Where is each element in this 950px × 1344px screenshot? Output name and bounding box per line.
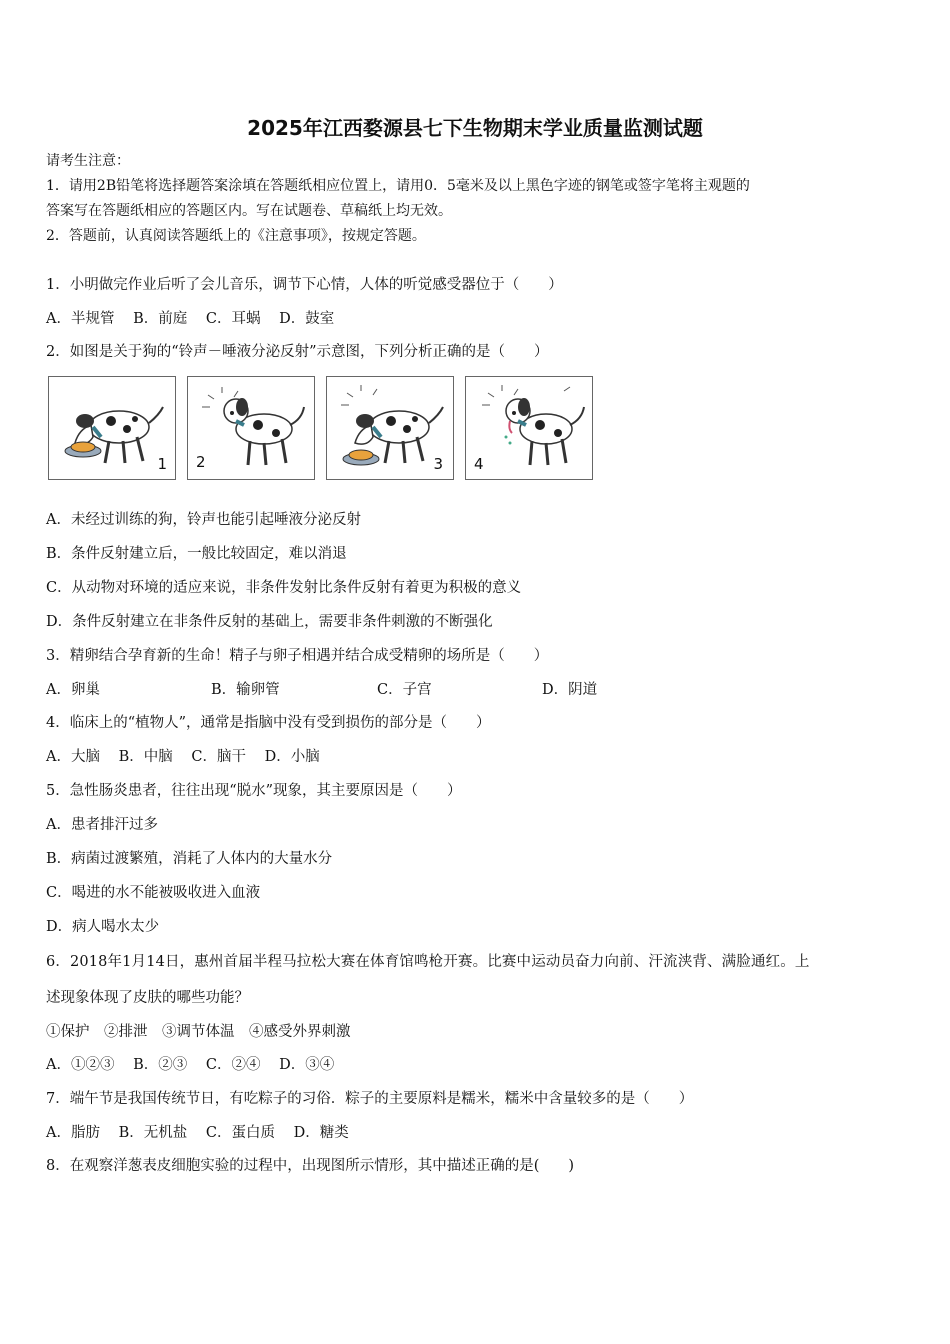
question-3-options xyxy=(46,680,597,700)
option-a: A．脂肪 xyxy=(46,1125,100,1141)
notice-heading: 请考生注意： xyxy=(46,153,130,169)
notice-item-1-cont: 答案写在答题纸相应的答题区内。写在试题卷、草稿纸上均无效。 xyxy=(46,203,452,219)
option-c: C．脑干 xyxy=(191,749,246,765)
question-5-option-c: C．喝进的水不能被吸收进入血液 xyxy=(46,885,261,901)
option-b: B．②③ xyxy=(133,1057,188,1073)
figure-panel-3 xyxy=(326,376,454,480)
question-3-stem: 3．精卵结合孕育新的生命！精子与卵子相遇并结合成受精卵的场所是（ ） xyxy=(46,648,549,664)
question-2-option-d: D．条件反射建立在非条件反射的基础上，需要非条件刺激的不断强化 xyxy=(46,614,493,630)
figure-panel-label: 3 xyxy=(433,455,443,473)
figure-panel-4 xyxy=(465,376,593,480)
question-6-stem-cont: 述现象体现了皮肤的哪些功能？ xyxy=(46,990,249,1006)
dog-bell-illustration xyxy=(188,377,314,479)
option-b: B．前庭 xyxy=(133,311,188,327)
dog-eating-illustration xyxy=(49,377,175,479)
question-2-option-a: A．未经过训练的狗，铃声也能引起唾液分泌反射 xyxy=(46,512,361,528)
question-2-option-b: B．条件反射建立后，一般比较固定，难以消退 xyxy=(46,546,347,562)
question-7-options xyxy=(46,1123,349,1143)
dog-salivating-illustration xyxy=(466,377,592,479)
option-a: A．半规管 xyxy=(46,311,115,327)
question-5-option-d: D．病人喝水太少 xyxy=(46,919,160,935)
option-c: C．耳蜗 xyxy=(205,311,261,327)
question-2-option-c: C．从动物对环境的适应来说，非条件发射比条件反射有着更为积极的意义 xyxy=(46,580,522,596)
option-c: C．蛋白质 xyxy=(205,1125,275,1141)
option-b: B．中脑 xyxy=(118,749,173,765)
option-d: D．鼓室 xyxy=(279,311,335,327)
option-b: B．输卵管 xyxy=(211,682,280,698)
question-1-options xyxy=(46,309,334,329)
figure-panel-1 xyxy=(48,376,176,480)
figure-panel-label: 2 xyxy=(196,453,206,471)
question-5-stem: 5．急性肠炎患者，往往出现“脱水”现象，其主要原因是（ ） xyxy=(46,783,462,799)
option-a: A．①②③ xyxy=(46,1057,115,1073)
figure-panel-2 xyxy=(187,376,315,480)
dog-reflex-figure xyxy=(46,376,606,484)
question-6-options xyxy=(46,1055,334,1075)
notice-item-1: 1．请用2B铅笔将选择题答案涂填在答题纸相应位置上，请用0．5毫米及以上黑色字迹的钢笔或签字笔将主观题的 xyxy=(46,178,750,194)
option-d: D．小脑 xyxy=(264,749,320,765)
option-d: D．阴道 xyxy=(542,682,598,698)
option-d: D．③④ xyxy=(279,1057,335,1073)
option-a: A．卵巢 xyxy=(46,682,100,698)
question-7-stem: 7．端午节是我国传统节日，有吃粽子的习俗．粽子的主要原料是糯米，糯米中含量较多的是（ ） xyxy=(46,1091,694,1107)
option-c: C．子宫 xyxy=(377,682,432,698)
question-1-stem: 1．小明做完作业后听了会儿音乐，调节下心情，人体的听觉感受器位于（ ） xyxy=(46,277,563,293)
question-6-statements: ①保护 ②排泄 ③调节体温 ④感受外界刺激 xyxy=(46,1024,351,1040)
option-b: B．无机盐 xyxy=(118,1125,188,1141)
option-a: A．大脑 xyxy=(46,749,100,765)
option-d: D．糖类 xyxy=(293,1125,349,1141)
notice-item-2: 2．答题前，认真阅读答题纸上的《注意事项》，按规定答题。 xyxy=(46,228,426,244)
question-8-stem: 8．在观察洋葱表皮细胞实验的过程中，出现图所示情形，其中描述正确的是( ) xyxy=(46,1158,575,1174)
question-5-option-a: A．患者排汗过多 xyxy=(46,817,158,833)
question-6-stem: 6．2018年1月14日，惠州首届半程马拉松大赛在体育馆鸣枪开赛。比赛中运动员奋力向前、汗流浃背、满脸通红。上 xyxy=(46,954,810,970)
question-4-options xyxy=(46,747,320,767)
question-2-stem: 2．如图是关于狗的“铃声－唾液分泌反射”示意图，下列分析正确的是（ ） xyxy=(46,344,549,360)
page-title: 2025年江西婺源县七下生物期末学业质量监测试题 xyxy=(247,116,703,140)
figure-panel-label: 1 xyxy=(157,455,167,473)
figure-panel-label: 4 xyxy=(474,455,484,473)
option-c: C．②④ xyxy=(205,1057,261,1073)
question-4-stem: 4．临床上的“植物人”，通常是指脑中没有受到损伤的部分是（ ） xyxy=(46,715,491,731)
question-5-option-b: B．病菌过渡繁殖，消耗了人体内的大量水分 xyxy=(46,851,333,867)
